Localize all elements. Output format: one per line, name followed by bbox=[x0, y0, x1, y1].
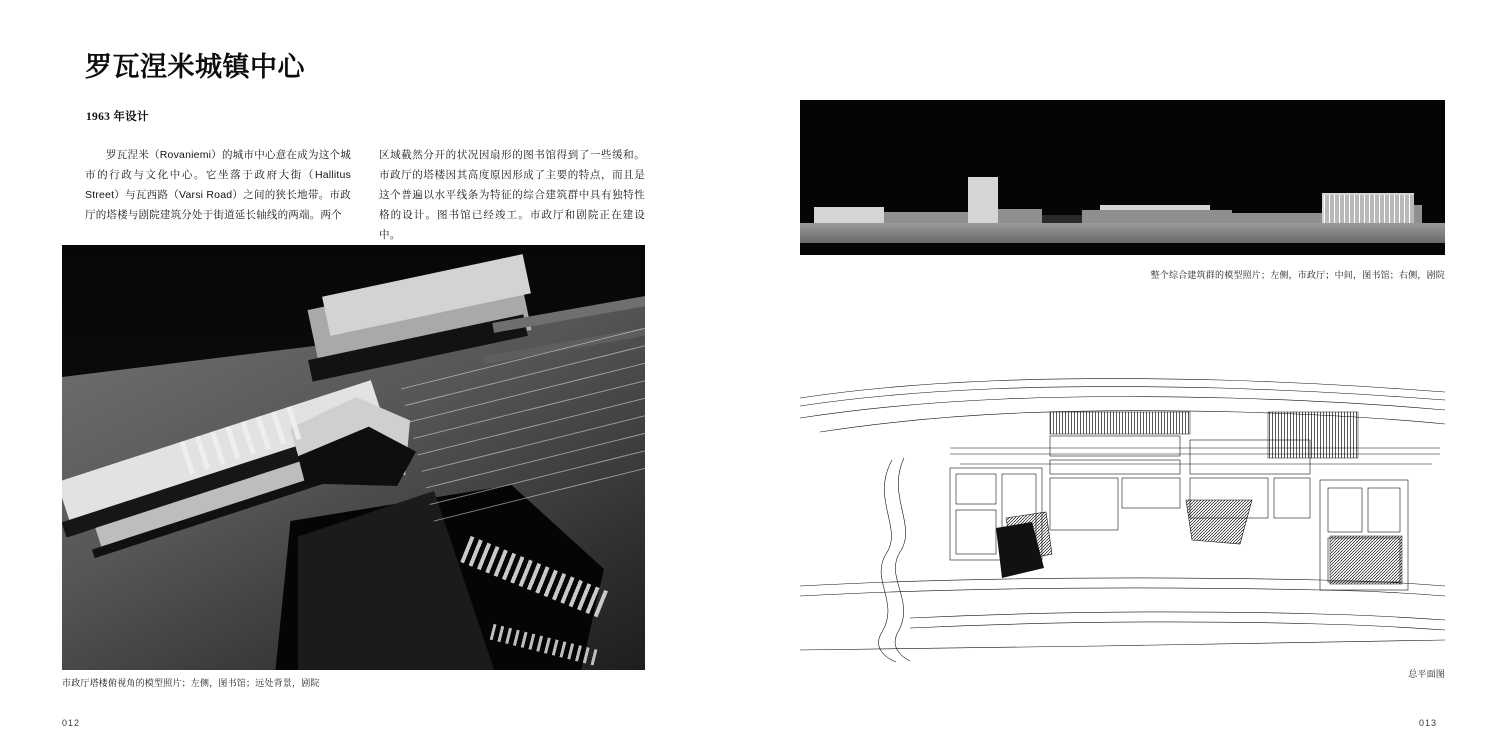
model-gap-shadow bbox=[1042, 215, 1082, 223]
right-photo-caption: 整个综合建筑群的模型照片；左侧，市政厅；中间，图书馆；右侧，剧院 bbox=[1150, 270, 1445, 280]
body-columns bbox=[85, 145, 645, 245]
folio-left: 012 bbox=[62, 718, 81, 728]
model-theatre-fins bbox=[1324, 195, 1414, 223]
left-page bbox=[0, 0, 749, 750]
model-tower-base bbox=[998, 209, 1042, 223]
left-photo-caption: 市政厅塔楼俯视角的模型照片；左侧，图书馆；远处背景，剧院 bbox=[62, 678, 320, 688]
model-low-wing-left bbox=[884, 212, 968, 223]
model-library-roof-elev bbox=[1100, 205, 1210, 210]
model-library-elev bbox=[1082, 210, 1232, 223]
page-subtitle: 1963 年设计 bbox=[86, 111, 149, 123]
model-town-hall-tower-elev bbox=[968, 177, 998, 223]
body-column-1 bbox=[85, 145, 351, 245]
body-paragraph-1: 罗瓦涅米（Rovaniemi）的城市中心意在成为这个城市的行政与文化中心。它坐落于政府大街（Hallitus Street）与瓦西路（Varsi Road）之间的狭长地带。市政厅的塔楼与剧院建筑分处于街道延长轴线的两端。两个 bbox=[85, 149, 351, 221]
model-town-hall bbox=[814, 207, 884, 223]
right-page bbox=[749, 0, 1499, 750]
model-ground-strip bbox=[800, 223, 1445, 243]
model-photo-elevation bbox=[800, 100, 1445, 255]
model-photo-aerial bbox=[62, 245, 645, 670]
site-plan-drawing bbox=[800, 340, 1445, 665]
site-plan-svg bbox=[800, 340, 1445, 665]
body-column-2 bbox=[379, 145, 645, 245]
model-mid-wing bbox=[1232, 213, 1322, 223]
plan-caption: 总平面图 bbox=[1408, 669, 1445, 679]
body-paragraph-2: 区域截然分开的状况因扇形的图书馆得到了一些缓和。市政厅的塔楼因其高度原因形成了主要的特点，而且是这个普遍以水平线条为特征的综合建筑群中具有独特性格的设计。图书馆已经竣工。市政厅和剧院正在建设中。 bbox=[379, 149, 645, 241]
page-title: 罗瓦涅米城镇中心 bbox=[85, 52, 305, 82]
folio-right: 013 bbox=[1418, 718, 1437, 728]
